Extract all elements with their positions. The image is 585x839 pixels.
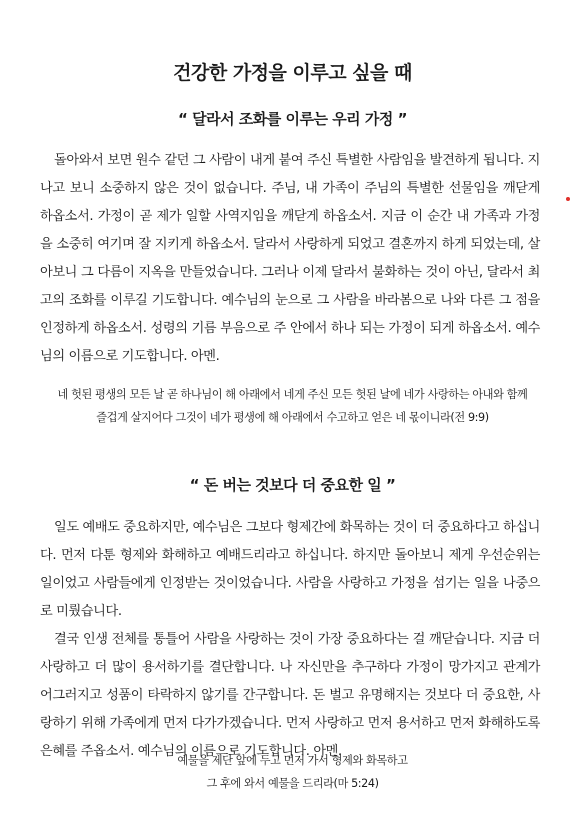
section1-body xyxy=(40,147,540,371)
section2-verse xyxy=(30,749,555,795)
section2-body xyxy=(40,514,540,766)
section1-verse-line2: 즐겁게 살지어다 그것이 네가 평생에 해 아래에서 수고하고 얻은 네 몫이니라(전 9:9) xyxy=(96,411,489,424)
section1-verse-line1: 네 헛된 평생의 모든 날 곧 하나님이 해 아래에서 네게 주신 모든 헛된 날에 네가 사랑하는 아내와 함께 xyxy=(57,388,528,401)
section1-heading: “ 달라서 조화를 이루는 우리 가정 ” xyxy=(178,110,407,128)
section2-verse-line2: 그 후에 와서 예물을 드리라(마 5:24) xyxy=(206,777,379,790)
section2-paragraph-2: 결국 인생 전체를 통틀어 사람을 사랑하는 것이 가장 중요하다는 걸 깨닫습니다. 지금 더 사랑하고 더 많이 용서하기를 결단합니다. 나 자신만을 추구하다 가정이 망가지고 관계가 어그러지고 성품이 타락하지 않기를 간구합니다. 돈 벌고 유명해지는 것보다 더 중요한, 사랑하기 위해 가족에게 먼저 다가가겠습니다. 먼저 사랑하고 먼저 용서하고 먼저 화해하도록 은혜를 주옵소서. 예수님의 이름으로 기도합니다. 아멘. xyxy=(40,632,540,759)
section2-heading: “ 돈 버는 것보다 더 중요한 일 ” xyxy=(189,476,396,494)
section2-paragraph-1: 일도 예배도 중요하지만, 예수님은 그보다 형제간에 화목하는 것이 더 중요하다고 하십니다. 먼저 다툰 형제와 화해하고 예배드리라고 하십니다. 하지만 돌아보니 제게 우선순위는 일이었고 사람들에게 인정받는 것이었습니다. 사람을 사랑하고 가정을 섬기는 일을 나중으로 미뤘습니다. xyxy=(40,520,540,619)
section1-verse xyxy=(30,383,555,429)
section1-paragraph: 돌아와서 보면 원수 같던 그 사람이 내게 붙여 주신 특별한 사람임을 발견하게 됩니다. 지나고 보니 소중하지 않은 것이 없습니다. 주님, 내 가족이 주님의 특별한 선물임을 깨닫게 하옵소서. 가정이 곧 제가 일할 사역지임을 깨닫게 하옵소서. 지금 이 순간 내 가족과 가정을 소중히 여기며 잘 지키게 하옵소서. 달라서 사랑하게 되었고 결혼까지 하게 되었는데, 살아보니 그 다름이 지옥을 만들었습니다. 그러나 이제 달라서 불화하는 것이 아닌, 달라서 최고의 조화를 이루길 기도합니다. 예수님의 눈으로 그 사람을 바라봄으로 나와 다른 그 점을 인정하게 하옵소서. 성령의 기름 부음으로 주 안에서 하나 되는 가정이 되게 하옵소서. 예수님의 이름으로 기도합니다. 아멘. xyxy=(40,153,540,364)
section2-verse-line1: 예물을 제단 앞에 두고 먼저 가서 형제와 화목하고 xyxy=(177,754,408,767)
page-title: 건강한 가정을 이루고 싶을 때 xyxy=(173,62,412,84)
red-dot-mark xyxy=(566,197,570,201)
